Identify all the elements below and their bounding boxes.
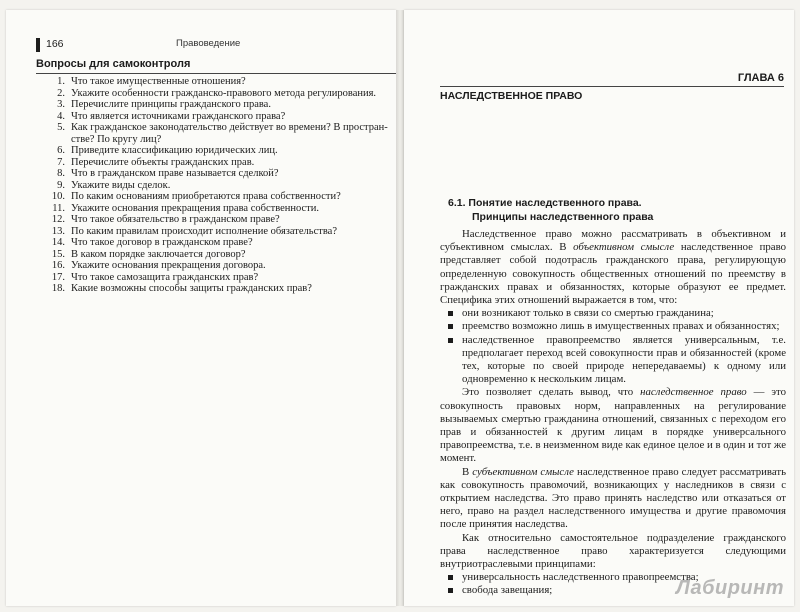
questions-title-rule [36,73,396,74]
question-text: Перечислите объекты гражданских прав. [71,156,255,168]
paragraph-2: Это позволяет сделать вывод, что наследственное право — это совокупность правовых норм, направленных на регулирование вызываемых смертью гражданина отношений, связанных с переходом его прав и обязанностей к другим лицам в порядке универсального правопреемства, т.е. в неизменном виде как единое целое и в один и тот же момент. [440,386,786,465]
bullet-item: универсальность наследственного правопреемства; [440,571,786,584]
question-number: 13. [51,225,65,237]
question-number: 14. [51,237,65,248]
chapter-rule [440,86,784,87]
bullet-item: преемство возможно лишь в имущественных правах и обязанностях; [440,320,786,333]
question-item [36,272,388,284]
question-number: 18. [51,283,65,294]
question-number: 5. [57,122,65,133]
question-text: Как гражданское законодательство действует во времени? В простран- [71,122,388,133]
question-item [36,157,388,169]
question-text: Что такое договор в гражданском праве? [71,237,253,248]
question-number: 9. [57,179,65,191]
question-number: 16. [51,260,65,271]
page-marker-bar [36,38,40,52]
bullet-item: они возникают только в связи со смертью гражданина; [440,307,786,320]
bullet-list-1 [440,307,786,386]
question-item [36,214,388,226]
section-title-line2: Принципы наследственного права [472,211,654,223]
question-text: стве? По кругу лиц? [71,133,162,145]
question-text: Что такое имущественные отношения? [71,76,246,87]
bullet-item: наследственное правопреемство является универсальным, т.е. предполагает переход всей совокупности прав и обязанностей (кроме тех, которые по своей природе непередаваемы) к одному или одновременно к нескольким лицам. [440,334,786,387]
paragraph-1: Наследственное право можно рассматривать в объективном и субъективном смыслах. В объективном смысле наследственное право представляет собой подотрасль гражданского права, регулирующую определенную совокупность общественных отношений по преемству в гражданских правах и обязанностях, которые образуют ее предмет. Специфика этих отношений выражается в том, что: [440,228,786,307]
watermark-logo: Лабиринт [675,577,784,599]
chapter-title: НАСЛЕДСТВЕННОЕ ПРАВО [440,90,583,102]
chapter-label: ГЛАВА 6 [737,72,784,84]
bullet-item: свобода завещания; [440,584,786,597]
question-number: 7. [57,156,65,168]
question-text: В каком порядке заключается договор? [71,248,246,260]
question-number: 4. [57,110,65,122]
question-item [36,122,388,134]
question-text: Укажите виды сделок. [71,179,171,191]
question-item [36,76,388,88]
question-text: Перечислите принципы гражданского права. [71,99,271,110]
question-text: Что такое самозащита гражданских прав? [71,271,259,283]
question-number: 1. [57,76,65,87]
question-item [36,283,388,295]
question-text: Что такое обязательство в гражданском праве? [71,214,280,225]
question-item [36,237,388,249]
question-item [36,260,388,272]
question-item [36,134,388,146]
question-item [36,249,388,261]
running-head: Правоведение [176,38,241,49]
question-text: По каким правилам происходит исполнение обязательства? [71,225,337,237]
question-text: Приведите классификацию юридических лиц. [71,145,278,156]
question-item [36,99,388,111]
left-page [6,10,396,606]
question-number: 8. [57,168,65,179]
paragraph-3: В субъективном смысле наследственное право следует рассматривать как совокупность правомочий, возникающих у наследников в связи с открытием наследства. Это право принять наследство или отказаться от него, право на раздел наследственного имущества и другие правомочия после принятия наследства. [440,465,786,531]
paragraph-4: Как относительно самостоятельное подразделение гражданского права наследственное право характеризуется следующими внутриотраслевыми принципами: [440,531,786,571]
questions-title: Вопросы для самоконтроля [36,58,191,70]
question-item [36,168,388,180]
section-title [448,196,653,224]
right-page [404,10,794,606]
book-gutter [396,10,404,606]
question-text: Укажите основания прекращения договора. [71,260,266,271]
question-number: 10. [51,191,65,202]
question-text: Какие возможны способы защиты гражданских прав? [71,283,312,294]
question-text: Укажите основания прекращения права собственности. [71,202,319,214]
question-number: 12. [51,214,65,225]
question-item [36,226,388,238]
section-title-line1: 6.1. Понятие наследственного права. [448,197,642,209]
questions-list [36,76,388,295]
chapter-body [440,228,786,598]
question-number: 2. [57,87,65,99]
question-number: 15. [51,248,65,260]
question-number: 17. [51,271,65,283]
question-item [36,145,388,157]
question-number: 6. [57,145,65,156]
page-number: 166 [46,38,64,50]
question-text: По каким основаниям приобретаются права собственности? [71,191,341,202]
question-number: 3. [57,99,65,110]
question-item [36,111,388,123]
question-text: Что в гражданском праве называется сделкой? [71,168,279,179]
question-number: 11. [52,202,65,214]
question-item [36,203,388,215]
question-item [36,191,388,203]
question-item [36,88,388,100]
question-text: Укажите особенности гражданско-правового метода регулирования. [71,87,377,99]
question-text: Что является источниками гражданского права? [71,110,286,122]
question-item [36,180,388,192]
